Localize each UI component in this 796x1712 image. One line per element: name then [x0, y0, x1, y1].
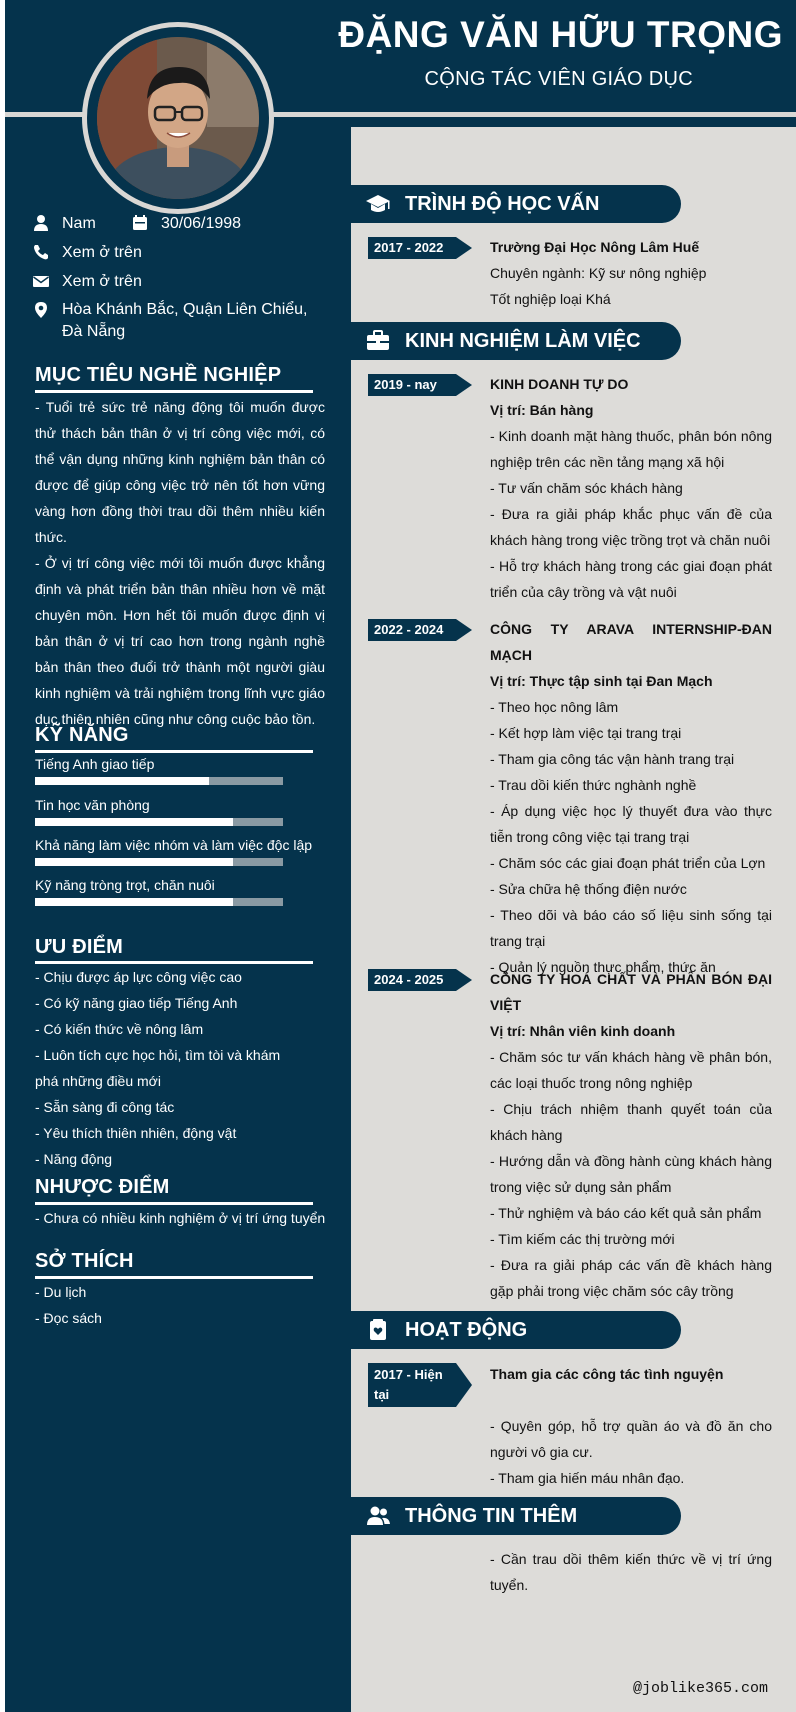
candidate-name: ĐẶNG VĂN HỮU TRỌNG — [338, 14, 783, 55]
users-icon — [365, 1504, 391, 1528]
user-icon — [32, 214, 50, 232]
period-tag — [368, 619, 472, 641]
entry-line: - Chăm sóc tư vấn khách hàng về phân bón, các loại thuốc trong nông nghiệp — [490, 1049, 772, 1091]
experience-entry — [490, 371, 772, 605]
list-item: - Luôn tích cực học hỏi, tìm tòi và khám phá những điều mới — [35, 1047, 281, 1089]
activity-entry — [490, 1361, 772, 1491]
entry-line: - Chịu trách nhiệm thanh quyết toán của khách hàng — [490, 1101, 772, 1143]
activities-heading: HOẠT ĐỘNG — [405, 1319, 528, 1341]
objective-heading: MỤC TIÊU NGHỀ NGHIỆP — [35, 364, 282, 386]
list-item: - Chịu được áp lực công việc cao — [35, 969, 242, 985]
skill-bar — [35, 777, 283, 785]
hobbies-list — [35, 1279, 335, 1331]
strengths-heading: ƯU ĐIỂM — [35, 936, 123, 958]
skill-bar — [35, 858, 283, 866]
list-item: - Có kiến thức về nông lâm — [35, 1021, 204, 1037]
email-text: Xem ở trên — [62, 273, 142, 290]
avatar-frame — [82, 22, 274, 214]
period-tag — [368, 237, 472, 259]
school-name: Trường Đại Học Nông Lâm Huế — [490, 239, 700, 255]
experience-entry — [490, 616, 772, 980]
skill-label: Kỹ năng tròng trọt, chăn nuôi — [35, 877, 215, 893]
briefcase-icon — [365, 329, 391, 353]
entry-line: - Hỗ trợ khách hàng trong các giai đoạn phát triển của cây trồng và vật nuôi — [490, 558, 772, 600]
address-text: Hòa Khánh Bắc, Quận Liên Chiểu, Đà Nẵng — [62, 301, 308, 340]
period-tag — [368, 1363, 472, 1407]
company-name: CÔNG TY HOÁ CHẤT VÀ PHÂN BÓN ĐẠI VIỆT — [490, 971, 772, 1013]
skills-rule — [35, 750, 313, 753]
entry-line: - Theo dõi và báo cáo số liệu sinh sống tại trang trại — [490, 907, 772, 949]
calendar-icon — [131, 214, 149, 232]
period-text: 2024 - 2025 — [374, 972, 444, 987]
objective-paragraph: - Ở vị trí công việc mới tôi muốn được khẳng định và phát triển bản thân nhiều hơn về mặt chuyên môn. Hơn hết tôi muốn được định vị bản thân ở vị trí cao hơn trong ngành nghề bản thân theo đuổi trở thành một người giàu kinh nghiệm và trải nghiệm trong lĩnh vực giáo dục thiên nhiên cũng như công cuộc bảo tồn. — [35, 555, 325, 727]
period-text: 2019 - nay — [374, 377, 437, 392]
skill-bar — [35, 898, 283, 906]
extra-entry — [490, 1546, 772, 1598]
entry-line: - Chăm sóc các giai đoạn phát triển của Lợn — [490, 855, 766, 871]
avatar-photo — [97, 37, 259, 199]
experience-header — [351, 322, 681, 360]
birthday-text: 30/06/1998 — [161, 215, 242, 232]
objective-rule — [35, 390, 313, 393]
gender-text: Nam — [62, 215, 96, 232]
objective-paragraph: - Tuổi trẻ sức trẻ năng động tôi muốn được thử thách bản thân ở vị trí công việc mới, có thể vận dụng những kinh nghiệm bản thân có được để giúp công việc trở nên tốt hơn vững vàng hơn đồng thời trau dồi thêm nhiều kiến thức. — [35, 399, 325, 545]
mail-icon — [32, 272, 50, 290]
phone-text: Xem ở trên — [62, 244, 142, 261]
list-item: - Năng động — [35, 1151, 113, 1167]
position: Vị trí: Nhân viên kinh doanh — [490, 1023, 676, 1039]
skill-bar — [35, 818, 283, 826]
entry-line: - Thử nghiệm và báo cáo kết quả sản phẩm — [490, 1205, 762, 1221]
activities-header — [351, 1311, 681, 1349]
skill-bar-fill — [35, 818, 233, 826]
education-entry — [490, 234, 772, 312]
resume-page — [5, 0, 796, 1712]
entry-line: - Cần trau dồi thêm kiến thức về vị trí ứng tuyển. — [490, 1551, 772, 1593]
entry-line: - Áp dụng việc học lý thuyết đưa vào thực tiễn trong công việc tại trang trại — [490, 803, 772, 845]
entry-line: - Tìm kiếm các thị trường mới — [490, 1231, 675, 1247]
entry-line: - Quyên góp, hỗ trợ quần áo và đồ ăn cho người vô gia cư. — [490, 1418, 772, 1460]
heart-card-icon — [365, 1318, 391, 1342]
watermark: @joblike365.com — [633, 1680, 769, 1697]
entry-line: - Kết hợp làm việc tại trang trại — [490, 725, 682, 741]
education-heading: TRÌNH ĐỘ HỌC VẤN — [405, 193, 600, 215]
period-text: 2017 - 2022 — [374, 240, 444, 255]
skill-bar-fill — [35, 898, 233, 906]
candidate-title: CỘNG TÁC VIÊN GIÁO DỤC — [424, 68, 693, 90]
skill-label: Khả năng làm việc nhóm và làm việc độc lập — [35, 837, 313, 853]
skill-bar-fill — [35, 858, 233, 866]
company-name: CÔNG TY ARAVA INTERNSHIP-ĐAN MẠCH — [490, 621, 772, 663]
entry-line: - Kinh doanh mặt hàng thuốc, phân bón nông nghiệp trên các nền tảng mạng xã hội — [490, 428, 772, 470]
list-item: - Yêu thích thiên nhiên, động vật — [35, 1125, 237, 1141]
graduation-cap-icon — [365, 192, 391, 216]
entry-line: - Theo học nông lâm — [490, 699, 619, 715]
location-icon — [32, 301, 50, 319]
list-item: - Du lịch — [35, 1284, 87, 1300]
list-item: - Đọc sách — [35, 1310, 102, 1326]
entry-line: Chuyên ngành: Kỹ sư nông nghiệp — [490, 265, 707, 281]
period-text: 2022 - 2024 — [374, 622, 444, 637]
skill-bar-fill — [35, 777, 209, 785]
education-header — [351, 185, 681, 223]
experience-heading: KINH NGHIỆM LÀM VIỆC — [405, 330, 641, 352]
entry-line: - Quản lý nguồn thực phẩm, thức ăn — [490, 959, 716, 975]
objective-text — [35, 394, 325, 732]
strengths-list — [35, 964, 335, 1172]
activity-name: Tham gia các công tác tình nguyện — [490, 1366, 724, 1382]
entry-line: - Tư vấn chăm sóc khách hàng — [490, 480, 683, 496]
entry-line: - Sửa chữa hệ thống điện nước — [490, 881, 687, 897]
entry-line: Tốt nghiệp loại Khá — [490, 291, 611, 307]
list-item: - Sẵn sàng đi công tác — [35, 1099, 175, 1115]
position: Vị trí: Bán hàng — [490, 402, 594, 418]
list-item: - Có kỹ năng giao tiếp Tiếng Anh — [35, 995, 238, 1011]
company-name: KINH DOANH TỰ DO — [490, 376, 629, 392]
extra-heading: THÔNG TIN THÊM — [405, 1505, 578, 1527]
list-item: - Chưa có nhiều kinh nghiệm ở vị trí ứng tuyển — [35, 1210, 326, 1226]
period-tag — [368, 374, 472, 396]
skill-label: Tiếng Anh giao tiếp — [35, 756, 155, 772]
period-text: 2017 - Hiện tại — [374, 1367, 443, 1402]
position: Vị trí: Thực tập sinh tại Đan Mạch — [490, 673, 713, 689]
entry-line: - Tham gia công tác vận hành trang trại — [490, 751, 735, 767]
hobbies-heading: SỞ THÍCH — [35, 1250, 134, 1272]
phone-icon — [32, 243, 50, 261]
entry-line: - Tham gia hiến máu nhân đạo. — [490, 1470, 685, 1486]
period-tag — [368, 969, 472, 991]
weaknesses-list — [35, 1205, 335, 1231]
experience-entry — [490, 966, 772, 1304]
entry-line: - Đưa ra giải pháp các vấn đề khách hàng gặp phải trong việc chăm sóc cây trồng — [490, 1257, 772, 1299]
entry-line: - Hướng dẫn và đồng hành cùng khách hàng trong việc sử dụng sản phẩm — [490, 1153, 772, 1195]
entry-line: - Đưa ra giải pháp khắc phục vấn đề của khách hàng trong việc trồng trọt và chăn nuôi — [490, 506, 772, 548]
skill-label: Tin học văn phòng — [35, 797, 150, 813]
extra-header — [351, 1497, 681, 1535]
avatar — [97, 37, 259, 199]
entry-line: - Trau dồi kiến thức nghành nghề — [490, 777, 697, 793]
skills-heading: KỸ NĂNG — [35, 724, 129, 746]
weaknesses-heading: NHƯỢC ĐIỂM — [35, 1176, 170, 1198]
